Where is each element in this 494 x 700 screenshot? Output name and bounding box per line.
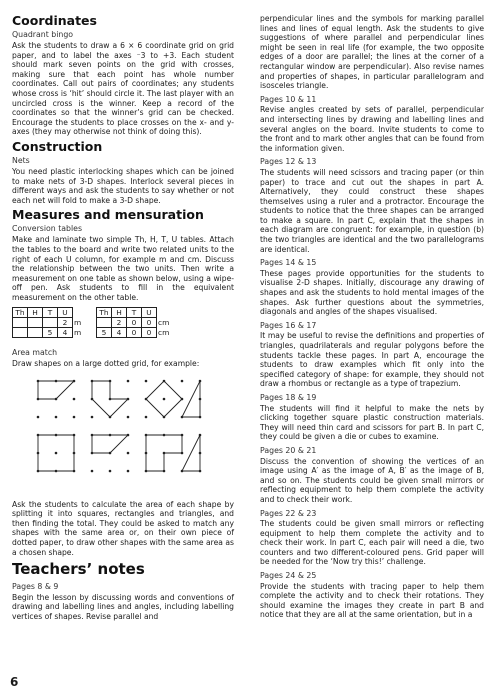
grid-dot [73, 416, 76, 419]
notes-body: The students could be given small mirrors or reflecting equipment to help them complete the activity and to check their work. In part C, each pair will need a die, two counters and two different-coloured pens. Grid paper will be needed for the ‘Now try this!’ challenge. [260, 519, 484, 567]
notes-continued: perpendicular lines and the symbols for marking parallel lines and lines of equal length. Ask the students to give suggestions of where parallel and perpendicular lines might be seen in real life (for example, the two opposite edges of a door are parallel; the lines at the corner of a rectangular window are perpendicular). Also revise names and properties of shapes, in particular parallelogram and isosceles triangle. [260, 14, 484, 91]
table-cell [13, 318, 28, 328]
left-column [12, 14, 234, 625]
grid-dot [181, 380, 184, 383]
table-unit: m [74, 318, 82, 328]
grid-dot [91, 416, 94, 419]
shape-parallelogram-1 [38, 381, 74, 399]
table-unit: cm [158, 318, 170, 328]
notes-body: The students will find it helpful to make the nets by clicking together square plastic construction materials. They will need thin card and scissors for part B. In part C, they could be given a die or cubes to examine. [260, 403, 484, 442]
notes-body: Provide the students with tracing paper to help them complete the activity and to check their rotations. They should examine the images they create in part B and notice that they are all at the same orientation, but in a [260, 581, 484, 620]
grid-dot [145, 380, 148, 383]
table-cell: 4 [112, 328, 127, 338]
right-column [260, 14, 484, 623]
table-cell: 5 [43, 328, 58, 338]
notes-body: Revise angles created by sets of parallel, perpendicular and intersecting lines by drawing and labelling lines and several angles on the board. Invite students to come to the front and to mark other angles that can be found from the information given. [260, 105, 484, 153]
table-cell [28, 318, 43, 328]
measures-heading: Measures and mensuration [12, 207, 204, 223]
table-cell [28, 328, 43, 338]
grid-dot [127, 380, 130, 383]
shape-house [182, 381, 200, 417]
shape-arrow [92, 381, 128, 417]
pages-label: Pages 12 & 13 [260, 157, 317, 167]
notes-body: These pages provide opportunities for the students to visualise 2-D shapes. Initially, discourage any drawing of shapes and ask the students to hold mental images of the shapes. Ask further questions about the symmetries, diagonals and angles of the shapes visualised. [260, 268, 484, 317]
pages-label: Pages 24 & 25 [260, 571, 317, 581]
area-match-intro: Draw shapes on a large dotted grid, for example: [12, 359, 200, 369]
table-cell [97, 318, 112, 328]
shape-triangle [182, 435, 200, 471]
table-cell: 5 [97, 328, 112, 338]
grid-dot [55, 416, 58, 419]
pages-label: Pages 8 & 9 [12, 582, 59, 592]
table-header: T [127, 308, 142, 318]
shape-l-shape [146, 435, 182, 471]
table-cell [13, 328, 28, 338]
teachers-notes-body: Begin the lesson by discussing words and conventions of drawing and labelling lines and angles, including labelling vertices of shapes. Revise parallel and [12, 592, 234, 621]
construction-body: You need plastic interlocking shapes which can be joined to make nets of 3-D shapes. Interlock several pieces in different ways and ask the students to say whether or not each net will fold to make a 3-D shape. [12, 166, 234, 205]
table-cell: 4 [58, 328, 73, 338]
table-header: Th [97, 308, 112, 318]
table-unit: m [74, 328, 82, 338]
construction-heading: Construction [12, 138, 103, 154]
dotted-grid-svg [30, 373, 214, 491]
conversion-subheading: Conversion tables [12, 224, 83, 234]
pages-label: Pages 10 & 11 [260, 94, 317, 104]
grid-dot [55, 452, 58, 455]
table-cell: 0 [142, 328, 157, 338]
grid-dot [145, 416, 148, 419]
table-cell: 0 [127, 318, 142, 328]
page-number: 6 [10, 675, 19, 689]
dotted-grid-figure [30, 373, 234, 494]
table-header: H [112, 308, 127, 318]
table-header: U [58, 308, 73, 318]
table-cell: 0 [142, 318, 157, 328]
grid-dot [163, 398, 166, 401]
grid-dot [73, 398, 76, 401]
coordinates-heading: Coordinates [12, 13, 97, 28]
conversion-body: Make and laminate two simple Th, H, T, U tables. Attach the tables to the board and write two related units to the right of each U column, for example m and cm. Discuss the relationship between the two units. Then write a measurement on one table as shown below, using a wipe-off pen. Ask students to fill in the equivalent measurement on the other table. [12, 235, 234, 302]
table-cell: 2 [58, 318, 73, 328]
pages-label: Pages 18 & 19 [260, 392, 317, 402]
table-header: Th [13, 308, 28, 318]
table-cell: 0 [127, 328, 142, 338]
construction-subheading: Nets [12, 155, 30, 165]
coordinates-subheading: Quadrant bingo [12, 30, 74, 39]
area-match-subheading: Area match [12, 348, 58, 358]
table-cell: 2 [112, 318, 127, 328]
pages-label: Pages 20 & 21 [260, 445, 317, 455]
coordinates-body: Ask the students to draw a 6 × 6 coordinate grid on grid paper, and to label the axes ⁻3 to +3. Each student should mark seven points on the grid with crosses, making sure that each point has whole number coordinates. Call out pairs of coordinates; any students whose cross is ‘hit’ should circle it. The last player with an uncircled cross is the winner. Keep a record of the coordinates so that the winner’s grid can be checked. Encourage the students to place crosses on the x- and y-axes (they may otherwise not think of doing this). [12, 41, 234, 137]
conversion-tables [12, 307, 234, 338]
grid-dot [127, 470, 130, 473]
pages-label: Pages 16 & 17 [260, 320, 317, 330]
conversion-table-cm [96, 307, 172, 338]
notes-body: Discuss the convention of showing the vertices of an image using A′ as the image of A, B′ as the image of B, and so on. The students could be given small mirrors or reflecting equipment to help them complete the activity and to check their work. [260, 456, 484, 504]
table-header: H [28, 308, 43, 318]
pages-label: Pages 22 & 23 [260, 508, 317, 518]
table-cell [43, 318, 58, 328]
table-unit-spacer [157, 308, 172, 318]
notes-body: The students will need scissors and tracing paper (or thin paper) to trace and cut out the shapes in part A. Alternatively, they could construct these shapes themselves using a ruler and a protractor. Encourage the students to notice that the three shapes can be arranged to make a square. In part C, explain that the shapes in each diagram are congruent: for example, in question (b) the two triangles are identical and the two parallelograms are identical. [260, 167, 484, 254]
grid-dot [37, 416, 40, 419]
table-header: U [142, 308, 157, 318]
notes-body: It may be useful to revise the definitions and properties of triangles, quadrilaterals and regular polygons before the students tackle these pages. In part A, encourage the students to draw examples which fit only into the specified category of shape: for example, they should not draw a rhombus or rectangle as a type of trapezium. [260, 331, 484, 389]
grid-dot [127, 452, 130, 455]
conversion-table-m [12, 307, 88, 338]
table-header: T [43, 308, 58, 318]
pages-label: Pages 14 & 15 [260, 258, 317, 268]
table-unit-spacer [73, 308, 88, 318]
shape-trapezium [92, 435, 128, 453]
grid-dot [109, 470, 112, 473]
grid-dot [91, 470, 94, 473]
area-match-body: Ask the students to calculate the area of each shape by splitting it into squares, rectangles and triangles, and then finding the total. They could be asked to match any shapes with the same area or, on their own piece of dotted paper, to draw other shapes with the same area as a chosen shape. [12, 499, 234, 557]
teachers-notes-heading: Teachers’ notes [12, 560, 145, 579]
table-unit: cm [158, 328, 170, 338]
grid-dot [127, 416, 130, 419]
